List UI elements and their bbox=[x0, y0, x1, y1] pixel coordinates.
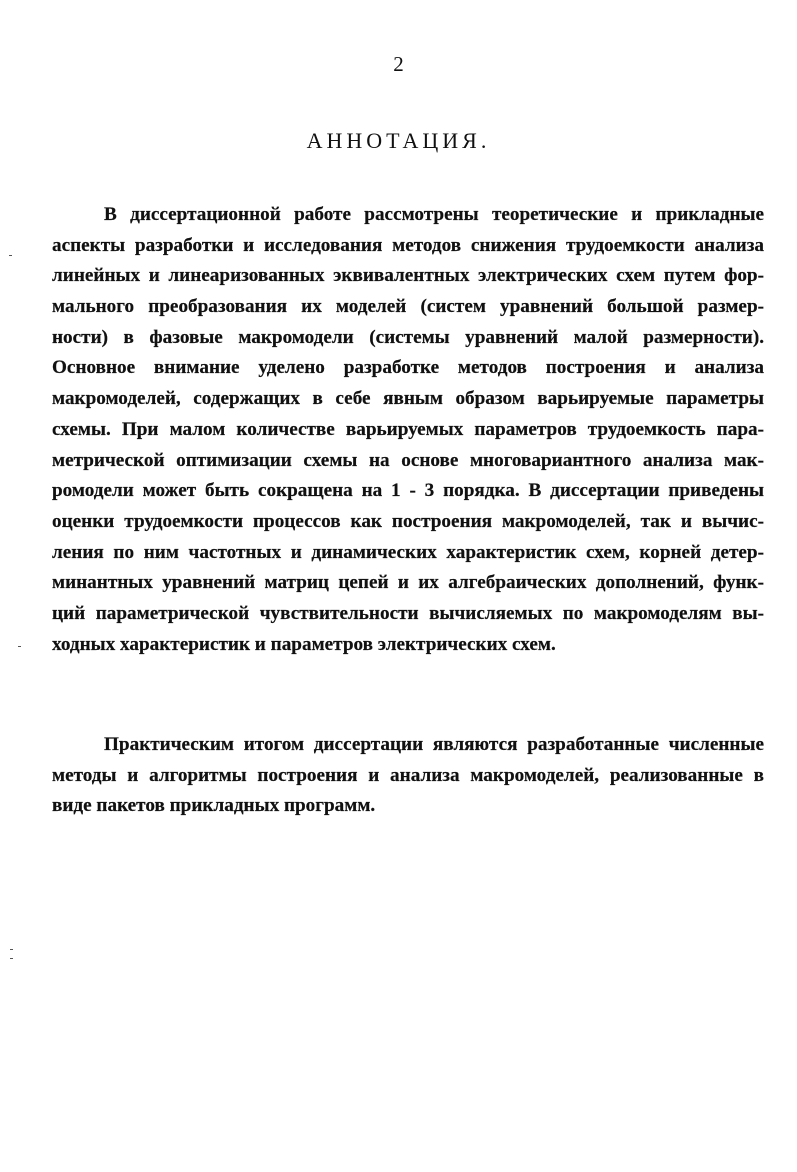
page-number: 2 bbox=[393, 52, 404, 76]
paragraph-line: макромоделей, содержащих в себе явным образом варьируемые параметры bbox=[52, 388, 764, 410]
paragraph-line: ромодели может быть сокращена на 1 - 3 порядка. В диссертации приведены bbox=[52, 480, 764, 502]
scan-speck bbox=[18, 646, 21, 647]
paragraph-line: методы и алгоритмы построения и анализа макромоделей, реализованные в bbox=[52, 764, 764, 786]
paragraph-line: метрической оптимизации схемы на основе многовариантного анализа мак- bbox=[52, 449, 764, 471]
scan-speck bbox=[10, 949, 13, 950]
paragraph-line: ций параметрической чувствительности вычисляемых по макромоделям вы- bbox=[52, 602, 764, 624]
paragraph-line: В диссертационной работе рассмотрены теоретические и прикладные bbox=[104, 204, 764, 225]
scan-speck bbox=[9, 255, 12, 256]
paragraph-line: ления по ним частотных и динамических характеристик схем, корней детер- bbox=[52, 541, 764, 563]
paragraph-line: минантных уравнений матриц цепей и их алгебраических дополнений, функ- bbox=[52, 572, 764, 594]
section-title: АННОТАЦИЯ. bbox=[306, 128, 491, 153]
paragraph-line: виде пакетов прикладных программ. bbox=[52, 795, 376, 817]
paragraph-line: ходных характеристик и параметров электрических схем. bbox=[52, 633, 556, 655]
paragraph-line: оценки трудоемкости процессов как построения макромоделей, так и вычис- bbox=[52, 510, 764, 532]
scan-speck bbox=[10, 958, 13, 959]
paragraph-line: Основное внимание уделено разработке методов построения и анализа bbox=[52, 357, 764, 379]
paragraph-2 bbox=[52, 730, 764, 822]
paragraph-line: линейных и линеаризованных эквивалентных электрических схем путем фор- bbox=[52, 265, 764, 287]
paragraph-line: Практическим итогом диссертации являются разработанные численные bbox=[104, 734, 764, 755]
paragraph-line: мального преобразования их моделей (систем уравнений большой размер- bbox=[52, 296, 764, 318]
paragraph-line: аспекты разработки и исследования методов снижения трудоемкости анализа bbox=[52, 234, 764, 256]
paragraph-line: схемы. При малом количестве варьируемых параметров трудоемкость пара- bbox=[52, 418, 764, 440]
paragraph-line: ности) в фазовые макромодели (системы уравнений малой размерности). bbox=[52, 326, 764, 348]
paragraph-1 bbox=[52, 200, 764, 660]
